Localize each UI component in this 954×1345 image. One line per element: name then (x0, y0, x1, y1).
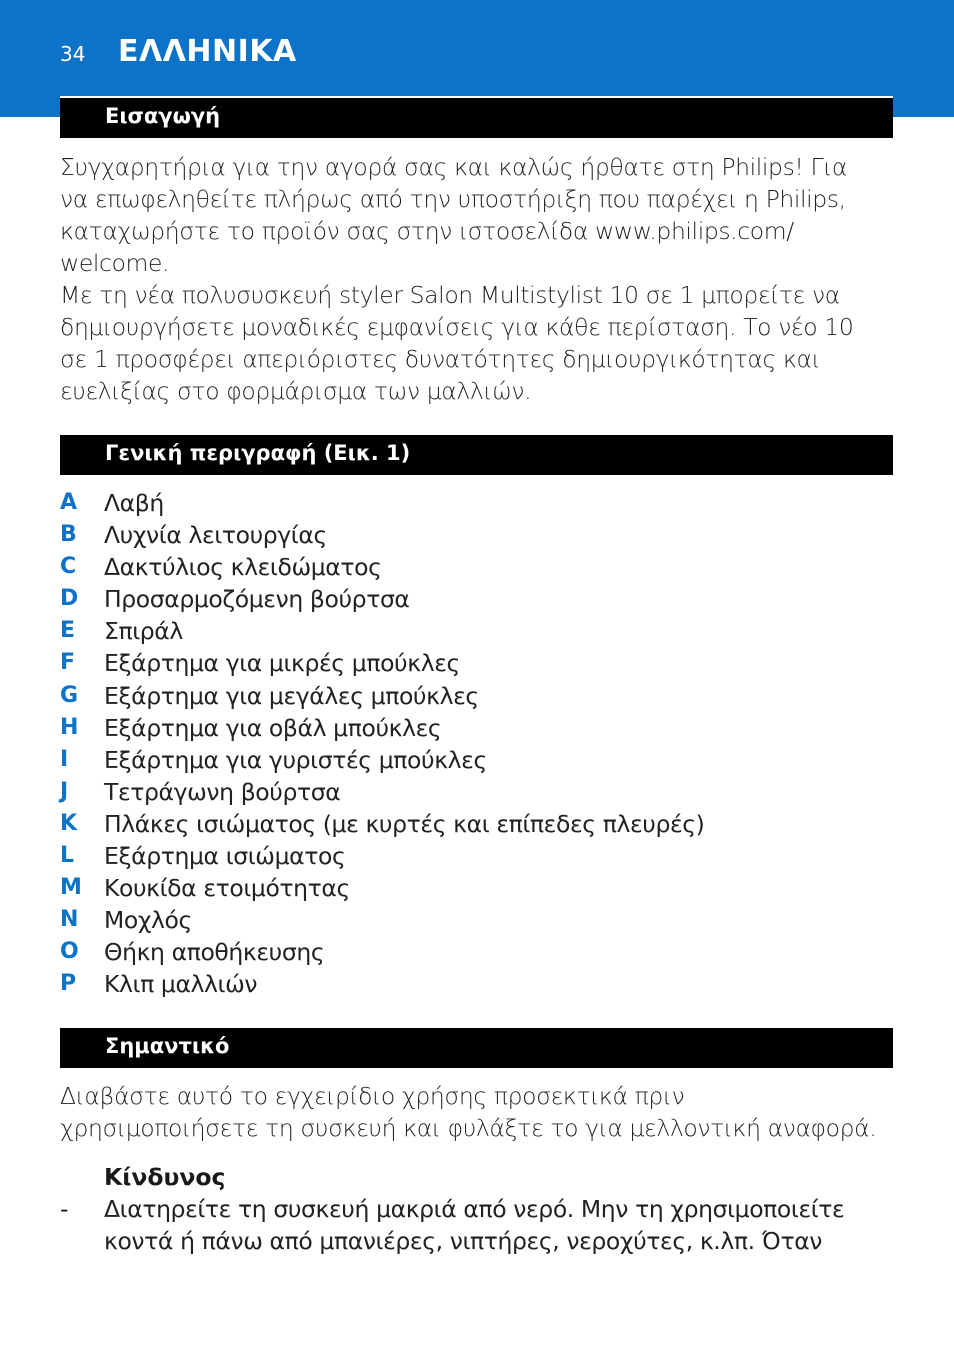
intro-line: Συγχαρητήρια για την αγορά σας και καλώς ήρθατε στη Philips! Για (60, 153, 847, 181)
part-letter: A (60, 490, 78, 515)
important-line: Διαβάστε αυτό το εγχειρίδιο χρήσης προσεκτικά πριν (60, 1082, 685, 1110)
intro-line: καταχωρήστε το προϊόν σας στην ιστοσελίδα www.philips.com/ (60, 217, 794, 245)
section-heading-important-label: Σημαντικό (105, 1034, 230, 1058)
part-label: Πλάκες ισιώματος (με κυρτές και επίπεδες πλευρές) (104, 809, 705, 838)
intro-line: δημιουργήσετε μοναδικές εμφανίσεις για κάθε περίσταση. Το νέο 10 (60, 313, 854, 341)
part-letter: G (60, 682, 79, 708)
part-letter: E (60, 618, 76, 644)
part-letter: D (60, 586, 79, 612)
part-label: Προσαρμοζόμενη βούρτσα (104, 585, 410, 614)
part-item (60, 487, 820, 519)
danger-heading: Κίνδυνος (104, 1163, 226, 1191)
part-item (60, 776, 820, 808)
bullet-line: κοντά ή πάνω από μπανιέρες, νιπτήρες, νεροχύτες, κ.λπ. Όταν (104, 1227, 823, 1255)
part-label: Εξάρτημα για μεγάλες μπούκλες (104, 681, 479, 710)
part-letter: H (60, 714, 79, 740)
part-letter: C (60, 554, 77, 580)
intro-line: ευελιξίας στο φορμάρισμα των μαλλιών. (60, 377, 532, 405)
part-item (60, 551, 820, 583)
part-letter: B (60, 522, 77, 548)
bullet-line: Διατηρείτε τη συσκευή μακριά από νερό. Μην τη χρησιμοποιείτε (104, 1195, 845, 1223)
part-label: Εξάρτημα για οβάλ μπούκλες (104, 713, 442, 742)
part-letter: L (60, 843, 75, 869)
part-letter: M (60, 875, 82, 901)
part-label: Κουκίδα ετοιμότητας (104, 874, 350, 903)
part-item (60, 904, 820, 936)
part-letter: N (60, 907, 79, 933)
part-item (60, 583, 820, 615)
part-label: Λυχνία λειτουργίας (104, 521, 327, 550)
important-paragraph (60, 1080, 910, 1144)
parts-list (60, 487, 820, 1001)
part-item (60, 615, 820, 647)
part-item (60, 647, 820, 679)
part-item (60, 808, 820, 840)
part-item (60, 872, 820, 904)
page-number: 34 (60, 42, 86, 66)
part-label: Σπιράλ (104, 617, 183, 646)
section-heading-general-description-label: Γενική περιγραφή (Εικ. 1) (105, 441, 411, 465)
part-letter: P (60, 971, 77, 997)
part-item (60, 519, 820, 551)
part-label: Κλιπ μαλλιών (104, 970, 258, 999)
part-label: Λαβή (104, 489, 164, 517)
bullet-text (104, 1193, 844, 1257)
section-heading-intro (60, 96, 893, 138)
part-label: Τετράγωνη βούρτσα (104, 777, 341, 806)
part-label: Θήκη αποθήκευσης (104, 938, 325, 967)
section-heading-important (60, 1026, 893, 1068)
intro-line: welcome. (60, 249, 170, 277)
part-letter: O (60, 939, 79, 965)
language-title: ΕΛΛΗΝΙΚΑ (118, 34, 297, 69)
part-label: Εξάρτημα για μικρές μπούκλες (104, 649, 460, 678)
part-label: Εξάρτημα για γυριστές μπούκλες (104, 745, 487, 774)
bullet-marker: - (60, 1195, 69, 1223)
part-item (60, 968, 820, 1000)
part-letter: I (60, 746, 69, 772)
section-heading-intro-label: Εισαγωγή (105, 104, 221, 128)
part-label: Εξάρτημα ισιώματος (104, 842, 346, 871)
part-item (60, 840, 820, 872)
part-letter: K (60, 810, 78, 836)
section-heading-general-description (60, 433, 893, 475)
part-item (60, 712, 820, 744)
intro-paragraph (60, 151, 910, 407)
important-line: χρησιμοποιήσετε τη συσκευή και φυλάξτε το για μελλοντική αναφορά. (60, 1114, 877, 1142)
intro-line: σε 1 προσφέρει απεριόριστες δυνατότητες δημιουργικότητας και (60, 345, 821, 373)
part-label: Μοχλός (104, 906, 192, 935)
part-label: Δακτύλιος κλειδώματος (104, 553, 382, 582)
intro-line: να επωφεληθείτε πλήρως από την υποστήριξη που παρέχει η Philips, (60, 185, 846, 213)
part-item (60, 744, 820, 776)
part-letter: F (60, 650, 76, 676)
part-item (60, 936, 820, 968)
intro-line: Με τη νέα πολυσυσκευή styler Salon Multistylist 10 σε 1 μπορείτε να (60, 281, 840, 309)
part-item (60, 680, 820, 712)
part-letter: J (60, 778, 69, 804)
